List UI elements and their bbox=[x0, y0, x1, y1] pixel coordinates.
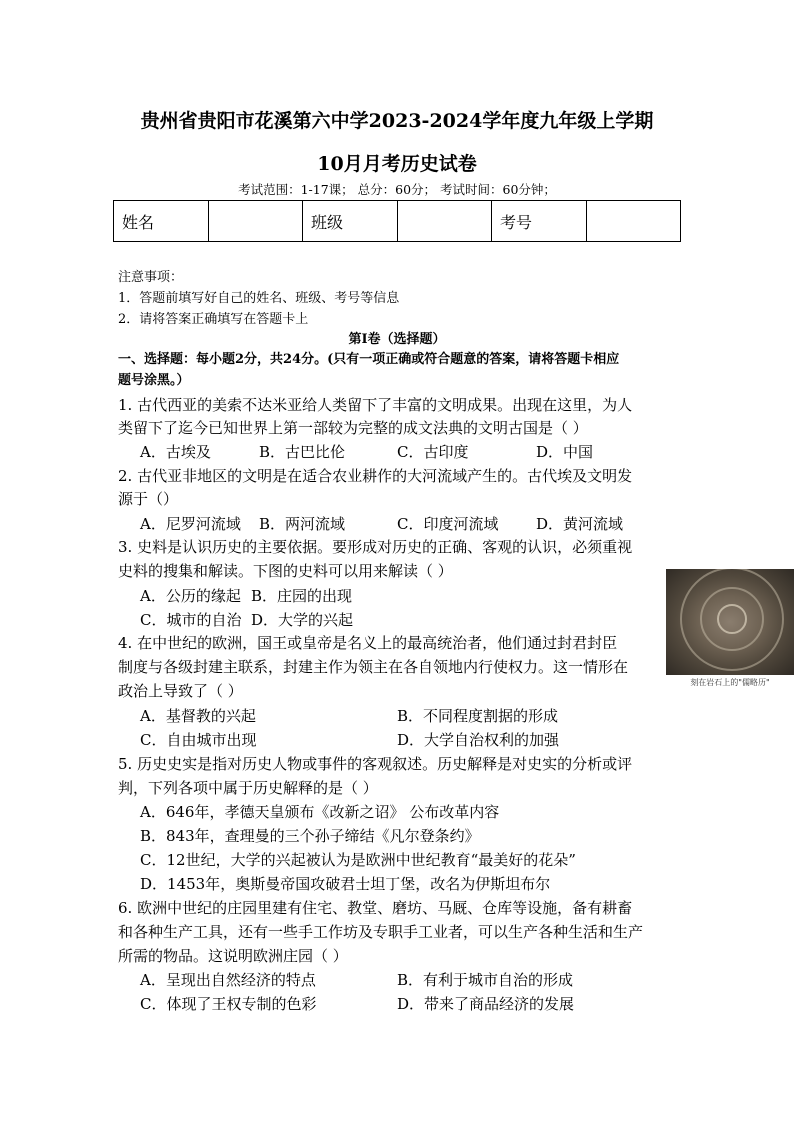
q5-option-c: C．12世纪，大学的兴起被认为是欧洲中世纪教育“最美好的花朵” bbox=[140, 851, 576, 869]
q6-option-b: B．有利于城市自治的形成 bbox=[397, 971, 574, 989]
q2-option-b: B．两河流域 bbox=[259, 515, 346, 533]
exam-title-line2: 10月月考历史试卷 bbox=[317, 153, 477, 175]
q4-option-c: C．自由城市出现 bbox=[140, 731, 257, 749]
q6-option-a: A．呈现出自然经济的特点 bbox=[140, 971, 316, 989]
q6-stem-3: 所需的物品。这说明欧洲庄园（ ） bbox=[118, 947, 348, 965]
q4-option-b: B．不同程度割据的形成 bbox=[397, 707, 559, 725]
q6-stem-2: 和各种生产工具，还有一些手工作坊及专职手工业者，可以生产各种生活和生产 bbox=[118, 923, 644, 941]
q6-stem-1: 6. 欧洲中世纪的庄园里建有住宅、教堂、磨坊、马厩、仓库等设施，备有耕畜 bbox=[118, 899, 633, 917]
q3-option-a: A．公历的缘起 bbox=[140, 587, 241, 605]
q2-stem-1: 2. 古代亚非地区的文明是在适合农业耕作的大河流域产生的。古代埃及文明发 bbox=[118, 467, 633, 485]
q4-option-d: D．大学自治权利的加强 bbox=[397, 731, 560, 749]
q1-option-d: D．中国 bbox=[536, 443, 594, 461]
section-instruction-2: 题号涂黑。） bbox=[118, 373, 190, 388]
q6-option-d: D．带来了商品经济的发展 bbox=[397, 995, 575, 1013]
id-field[interactable] bbox=[586, 201, 680, 242]
q3-stem-1: 3. 史料是认识历史的主要依据。要形成对历史的正确、客观的认识，必须重视 bbox=[118, 538, 633, 556]
q5-stem-2: 判，下列各项中属于历史解释的是（ ） bbox=[118, 779, 378, 797]
q3-option-b: B．庄园的出现 bbox=[251, 587, 353, 605]
q1-option-c: C．古印度 bbox=[397, 443, 469, 461]
q1-option-a: A．古埃及 bbox=[140, 443, 211, 461]
q1-option-b: B．古巴比伦 bbox=[259, 443, 346, 461]
notes-heading: 注意事项： bbox=[118, 270, 184, 285]
q4-option-a: A．基督教的兴起 bbox=[140, 707, 256, 725]
aztec-calendar-stone-image bbox=[666, 569, 794, 675]
section-instruction-1: 一、选择题：每小题2分，共24分。(只有一项正确或符合题意的答案，请将答题卡相应 bbox=[118, 352, 620, 367]
q5-option-b: B．843年，查理曼的三个孙子缔结《凡尔登条约》 bbox=[140, 827, 480, 845]
class-field[interactable] bbox=[397, 201, 491, 242]
exam-title-line1: 贵州省贵阳市花溪第六中学2023-2024学年度九年级上学期 bbox=[140, 110, 654, 132]
name-field[interactable] bbox=[208, 201, 302, 242]
note-item-2: 2．请将答案正确填写在答题卡上 bbox=[118, 312, 309, 327]
q2-option-c: C．印度河流域 bbox=[397, 515, 499, 533]
q3-option-d: D．大学的兴起 bbox=[251, 611, 354, 629]
student-info-table bbox=[113, 200, 681, 242]
q4-stem-1: 4. 在中世纪的欧洲，国王或皇帝是名义上的最高统治者，他们通过封君封臣 bbox=[118, 634, 618, 652]
q2-option-a: A．尼罗河流域 bbox=[140, 515, 241, 533]
id-label: 考号 bbox=[491, 201, 586, 242]
q5-stem-1: 5. 历史史实是指对历史人物或事件的客观叙述。历史解释是对史实的分析或评 bbox=[118, 755, 633, 773]
q5-option-d: D．1453年，奥斯曼帝国攻破君士坦丁堡，改名为伊斯坦布尔 bbox=[140, 875, 551, 893]
name-label: 姓名 bbox=[114, 201, 209, 242]
note-item-1: 1．答题前填写好自己的姓名、班级、考号等信息 bbox=[118, 291, 400, 306]
q3-option-c: C．城市的自治 bbox=[140, 611, 242, 629]
q2-stem-2: 源于（） bbox=[118, 490, 179, 508]
q5-option-a: A．646年，孝德天皇颁布《改新之诏》 公布改革内容 bbox=[140, 803, 500, 821]
q2-option-d: D．黄河流域 bbox=[536, 515, 624, 533]
q1-stem-2: 类留下了迄今已知世界上第一部较为完整的成文法典的文明古国是（ ） bbox=[118, 419, 588, 437]
image-caption: 刻在岩石上的"儒略历" bbox=[690, 678, 770, 687]
exam-meta: 考试范围：1-17课； 总分：60分； 考试时间：60分钟； bbox=[238, 182, 556, 197]
q4-stem-3: 政治上导致了（ ） bbox=[118, 682, 243, 700]
class-label: 班级 bbox=[302, 201, 397, 242]
q6-option-c: C．体现了王权专制的色彩 bbox=[140, 995, 317, 1013]
q4-stem-2: 制度与各级封建主联系，封建主作为领主在各自领地内行使权力。这一情形在 bbox=[118, 658, 629, 676]
q3-stem-2: 史料的搜集和解读。下图的史料可以用来解读（ ） bbox=[118, 562, 453, 580]
q1-stem-1: 1. 古代西亚的美索不达米亚给人类留下了丰富的文明成果。出现在这里，为人 bbox=[118, 396, 633, 414]
section-title: 第Ⅰ卷（选择题） bbox=[348, 332, 446, 347]
